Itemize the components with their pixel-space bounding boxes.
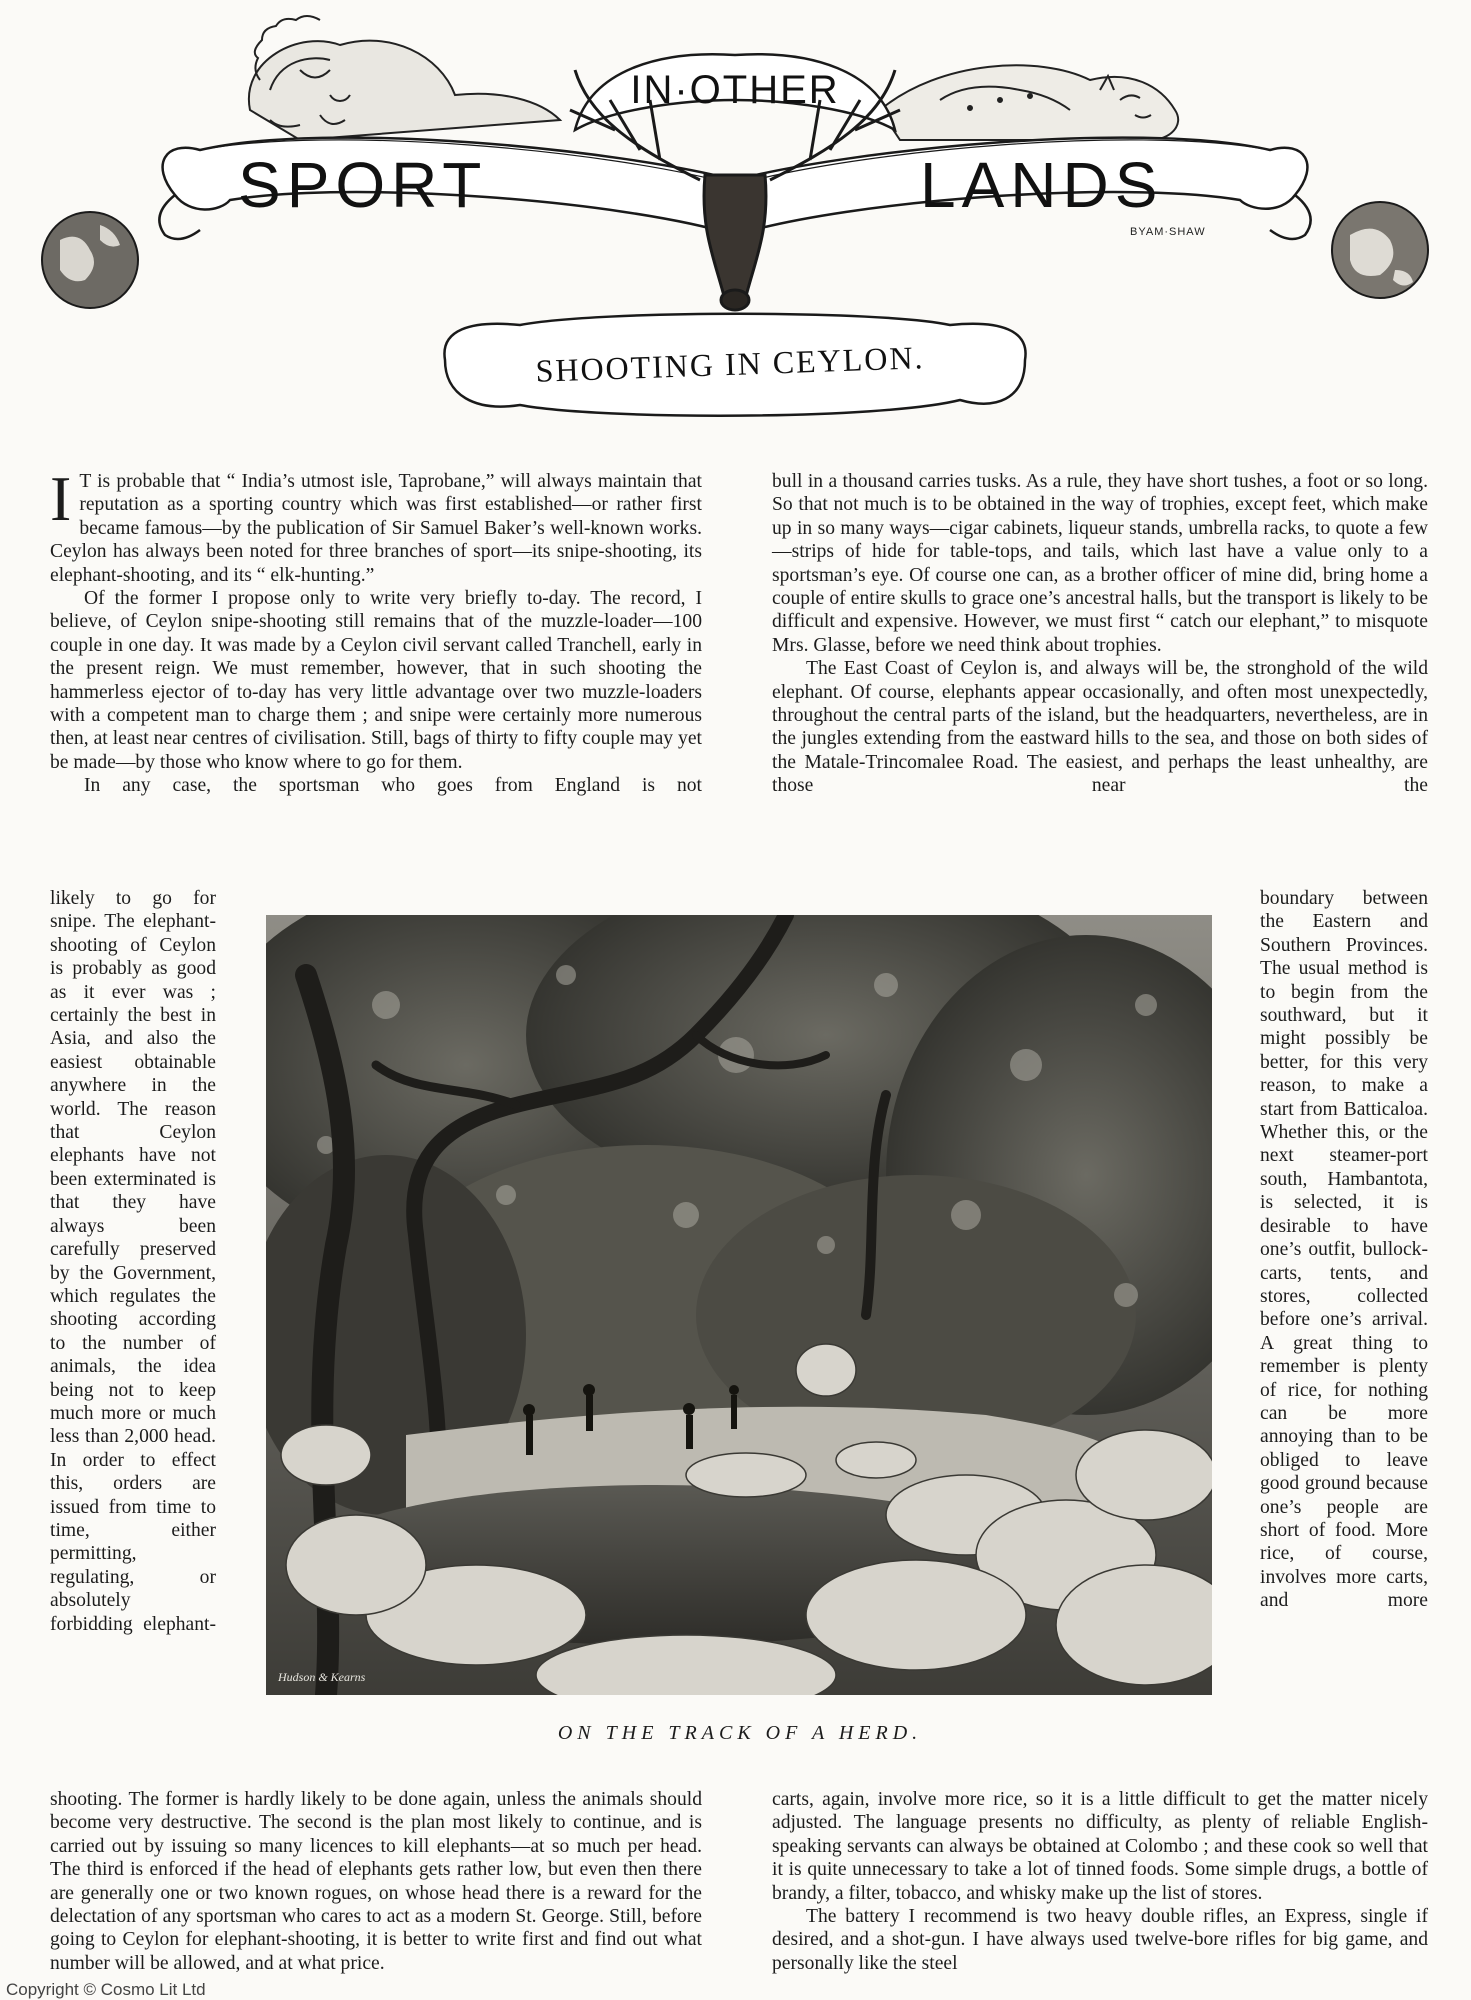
header-title-arch: IN·OTHER xyxy=(630,68,840,112)
paragraph: likely to go for snipe. The elephant-shooting of Ceylon is probably as good as it ever was ; certainly the best in Asia, and also the easiest obtainable anywhere in the world. The reason that Ceylon elephants have not been exterminated is that they have always been carefully preserved by the Government, which regulates the shooting according to the number of animals, the idea being not to keep much more or much less than 2,000 head. In order to effect this, orders are issued from time to time, either permitting, regulating, or absolutely forbidding elephant- xyxy=(50,888,216,1635)
paragraph: The East Coast of Ceylon is, and always will be, the stronghold of the wild elephant. Of course, elephants appear occasionally, and often most unexpectedly, throughout the central parts of the island, but the headquarters, nevertheless, are in the jungles extending from the eastward hills to the sea, and those on both sides of the Matale-Trincomalee Road. The easiest, and perhaps the least unhealthy, are those near the xyxy=(772,658,1428,797)
paragraph: Of the former I propose only to write very briefly to-day. The record, I believe, of Ceylon snipe-shooting still remains that of the muzzle-loader—100 couple in one day. It was made by a Ceylon civil servant called Tranchell, early in the present reign. We must remember, however, that in such shooting the hammerless ejector of to-day has very little advantage over two muzzle-loaders with a competent man to charge them ; and snipe were certainly more numerous then, at least near centres of civilisation. Still, bags of thirty to fifty couple may yet be made—by those who know where to go for them. xyxy=(50,588,702,773)
artist-signature: BYAM·SHAW xyxy=(1130,226,1206,238)
paragraph: The battery I recommend is two heavy double rifles, an Express, single if desired, and a shot-gun. I have always used twelve-bore rifles for big game, and personally like the steel xyxy=(772,1906,1428,1974)
article-subtitle: SHOOTING IN CEYLON. xyxy=(534,339,926,389)
left-column-bottom xyxy=(50,1788,702,1975)
panther-illustration xyxy=(880,65,1178,140)
left-column-top xyxy=(50,463,702,798)
header-title-right: LANDS xyxy=(920,149,1164,221)
paragraph: In any case, the sportsman who goes from England is not xyxy=(84,775,702,797)
photo-credit: Hudson & Kearns xyxy=(278,1670,366,1684)
lion-illustration xyxy=(249,16,560,140)
figure-caption: ON THE TRACK OF A HERD. xyxy=(557,1722,923,1744)
jungle-photo-illustration xyxy=(266,915,1212,1695)
copyright-footer: Copyright © Cosmo Lit Ltd xyxy=(6,1980,206,1999)
drop-cap: I xyxy=(50,463,72,534)
header-title-left: SPORT xyxy=(238,149,488,221)
paragraph xyxy=(50,463,702,587)
left-column-narrow xyxy=(50,887,216,1636)
photograph xyxy=(266,915,1212,1695)
right-column-top xyxy=(772,470,1428,798)
paragraph: carts, again, involve more rice, so it is a little difficult to get the matter nicely adjusted. The language presents no difficulty, as plenty of reliable English-speaking servants can always be obtained at Colombo ; and these cook so well that it is quite unnecessary to take a lot of tinned foods. Some simple drugs, a bottle of brandy, a filter, tobacco, and whisky make up the list of stores. xyxy=(772,1789,1428,1904)
paragraph: bull in a thousand carries tusks. As a rule, they have short tushes, a foot or so long. So that not much is to be obtained in the way of trophies, except feet, which make up in so many ways—cigar cabinets, liqueur stands, umbrella racks, to quote a few—strips of hide for table-tops, and tails, which last have a value only to a sportsman’s eye. Of course one can, as a brother officer of mine did, bring home a couple of entire skulls to grace one’s ancestral halls, but the transport is likely to be difficult and expensive. However, we must first “ catch our elephant,” to misquote Mrs. Glasse, before we need think about trophies. xyxy=(772,471,1428,656)
right-column-bottom xyxy=(772,1788,1428,1975)
globe-left-illustration xyxy=(42,212,138,308)
right-column-narrow xyxy=(1260,887,1428,1613)
paragraph: boundary between the Eastern and Southern Provinces. The usual method is to begin from the southward, but it might possibly be better, for this very reason, to make a start from Batticaloa. Whether this, or the next steamer-port south, Hambantota, is selected, it is desirable to have one’s outfit, bullock-carts, tents, and stores, collected before one’s arrival. A great thing to remember is plenty of rice, for nothing can be more annoying than to be obliged to leave good ground because one’s people are short of food. More rice, of course, involves more carts, and more xyxy=(1260,888,1428,1612)
paragraph-text: T is probable that “ India’s utmost isle, Taprobane,” will always maintain that reputation as a sporting country which was first established—or rather first became famous—by the publication of Sir Samuel Baker’s well-known works. Ceylon has always been noted for three branches of sport—its snipe-shooting, its elephant-shooting, and its “ elk-hunting.” xyxy=(50,471,702,586)
globe-right-illustration xyxy=(1332,202,1428,298)
paragraph: shooting. The former is hardly likely to be done again, unless the animals should become very destructive. The second is the plan most likely to continue, and is carried out by issuing so many licences to kill elephants—at so much per head. The third is enforced if the head of elephants gets rather low, but even then there are generally one or two known rogues, on whose head there is a reward for the delectation of any sportsman who cares to act as a modern St. George. Still, before going to Ceylon for elephant-shooting, it is better to write first and find out what number will be allowed, and at what price. xyxy=(50,1789,702,1974)
